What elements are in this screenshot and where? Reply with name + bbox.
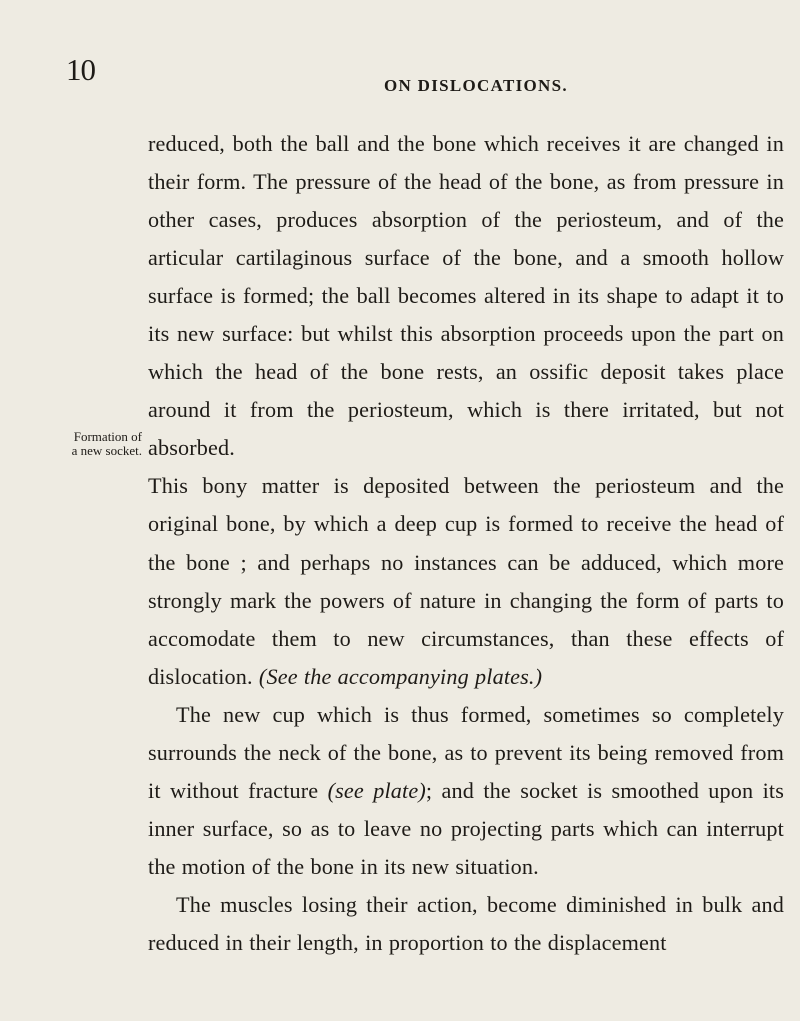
margin-note-line-1: Formation of xyxy=(73,429,142,444)
paragraph-2-text: This bony matter is deposited between the periosteum and the original bone, by which a deep cup is formed to receive the head of the bone ; and perhaps no instances can be adduced, which more strongly mark the powers of nature in changing the form of parts to accomodate them to new circumstances, than these effects of dislocation. xyxy=(148,473,784,689)
plate-reference: (see plate) xyxy=(327,777,426,803)
page-number: 10 xyxy=(66,52,95,87)
paragraph-3-text-a: The new cup which is thus formed, sometimes so completely surrounds the neck of the bone, as to prevent its being removed from it without fracture xyxy=(148,701,784,803)
paragraph-1: reduced, both the ball and the bone which receives it are changed in their form. The pressure of the head of the bone, as from pressure in other cases, produces absorption of the periosteum, and of the articular cartilaginous surface of the bone, and a smooth hollow surface is formed; the ball becomes altered in its shape to adapt it to its new surface: but whilst this absorption proceeds upon the part on which the head of the bone rests, an ossific deposit takes place around it from the periosteum, which is there irritated, but not absorbed. xyxy=(148,131,784,461)
running-title: ON DISLOCATIONS. xyxy=(384,76,568,95)
body-text xyxy=(148,125,784,962)
paragraph-4: The muscles losing their action, become diminished in bulk and reduced in their length, in proportion to the displacement xyxy=(148,891,784,955)
paragraph-2 xyxy=(148,467,784,695)
margin-note-line-2: a new socket. xyxy=(71,443,142,458)
paragraph-3-text-b: ; and the socket is smoothed upon its inner surface, so as to leave no projecting parts which can interrupt the motion of the bone in its new situation. xyxy=(148,777,785,879)
paragraph-3 xyxy=(148,696,784,886)
plates-reference: (See the accompanying plates.) xyxy=(258,663,543,689)
margin-note xyxy=(56,430,142,458)
